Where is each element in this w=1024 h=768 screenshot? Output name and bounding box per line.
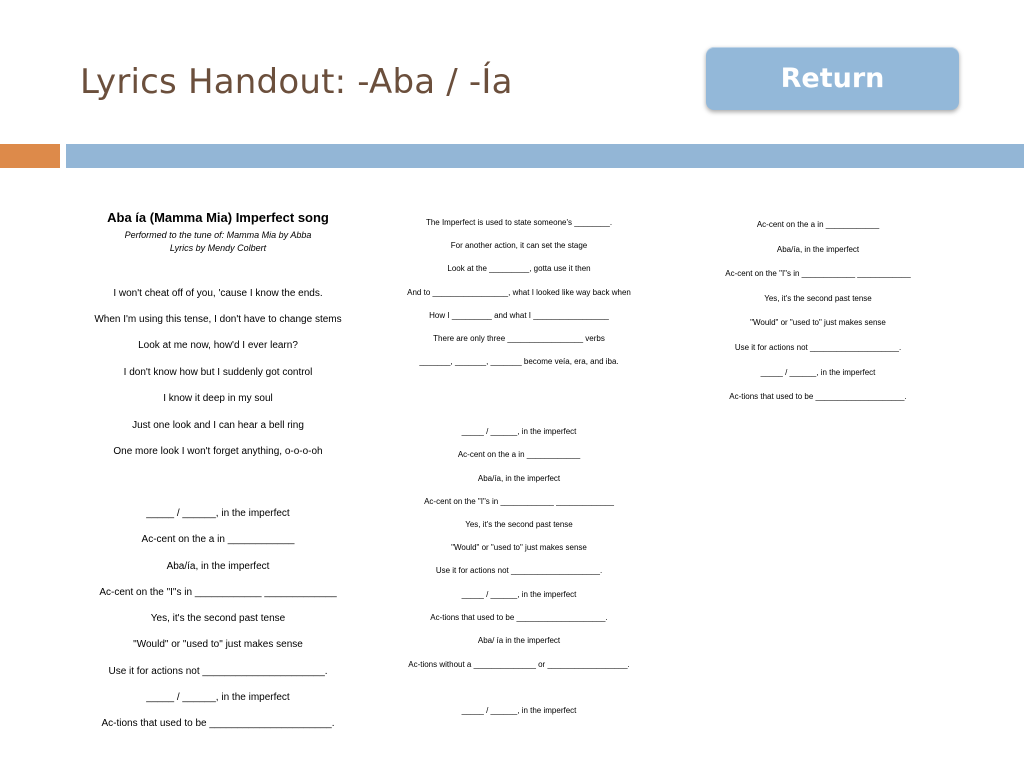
lyric-line: "Would" or "used to" just makes sense [750,318,886,327]
accent-bar-blue [66,144,1024,168]
return-button[interactable]: Return [706,47,959,110]
lyric-line: Yes, it's the second past tense [150,613,286,624]
lyric-line: Ac-tions that used to be ____________________. [729,392,907,401]
lyric-line: The Imperfect is used to state someone's ________. [425,218,613,227]
lyric-line: Ac-tions without a ______________ or __________________. [408,660,630,669]
lyric-line: Ac-cent on the a in ____________ [457,450,581,459]
lyric-line: For another action, it can set the stage [450,241,588,250]
lyric-line: Ac-cent on the a in ____________ [756,220,880,229]
lyric-line: Ac-cent on the "I"s in ____________ _____________ [424,497,614,506]
lyric-line: _____ / ______, in the imperfect [461,590,577,599]
accent-bar-orange [0,144,60,168]
lyric-line: _____ / ______, in the imperfect [461,427,577,436]
lyric-line: And to _________________, what I looked like way back when [407,288,631,297]
handout-performed-by: Performed to the tune of: Mamma Mia by Abba [124,230,312,240]
lyric-line: Aba/ía, in the imperfect [166,561,270,572]
lyric-line: "Would" or "used to" just makes sense [133,639,303,650]
lyric-line: I don't know how but I suddenly got control [123,367,313,378]
lyric-line: _____ / ______, in the imperfect [760,368,876,377]
lyric-line: Aba/ía, in the imperfect [477,474,561,483]
lyric-line: "Would" or "used to" just makes sense [451,543,587,552]
lyric-line: _____ / ______, in the imperfect [461,706,577,715]
lyric-line: Ac-tions that used to be ______________________. [101,718,335,729]
lyric-line: Ac-cent on the a in ____________ [141,534,295,545]
handout-lyrics-by: Lyrics by Mendy Colbert [169,243,267,253]
lyric-line: I won't cheat off of you, 'cause I know the ends. [113,288,323,299]
lyric-line: Use it for actions not ____________________. [734,343,902,352]
lyric-line: One more look I won't forget anything, o-o-o-oh [113,446,323,457]
lyric-line: Ac-cent on the "I"s in ____________ _____________ [99,587,337,598]
lyric-line: _______, _______, _______ become veía, era, and iba. [419,357,619,366]
lyric-line: _____ / ______, in the imperfect [146,508,290,519]
lyric-line: How I _________ and what I _________________ [429,311,609,320]
lyric-line: Yes, it's the second past tense [465,520,573,529]
lyric-line: Ac-cent on the "I"s in ____________ ____________ [725,269,911,278]
lyric-line: Aba/ía, in the imperfect [776,245,860,254]
lyric-line: Aba/ ía in the imperfect [477,636,561,645]
lyric-line: I know it deep in my soul [163,393,273,404]
lyric-line: Look at the _________, gotta use it then [447,264,591,273]
lyric-line: There are only three _________________ verbs [433,334,605,343]
lyric-line: Look at me now, how'd I ever learn? [138,340,298,351]
handout-title: Aba ía (Mamma Mia) Imperfect song [107,210,329,225]
slide-title: Lyrics Handout: -Aba / -Ía [80,62,513,102]
lyric-line: Yes, it's the second past tense [764,294,872,303]
lyric-line: When I'm using this tense, I don't have to change stems [94,314,342,325]
lyric-line: _____ / ______, in the imperfect [146,692,290,703]
lyric-line: Use it for actions not ____________________. [435,566,603,575]
lyric-line: Use it for actions not ______________________. [108,666,328,677]
lyric-line: Just one look and I can hear a bell ring [132,420,304,431]
lyric-line: Ac-tions that used to be ____________________. [430,613,608,622]
